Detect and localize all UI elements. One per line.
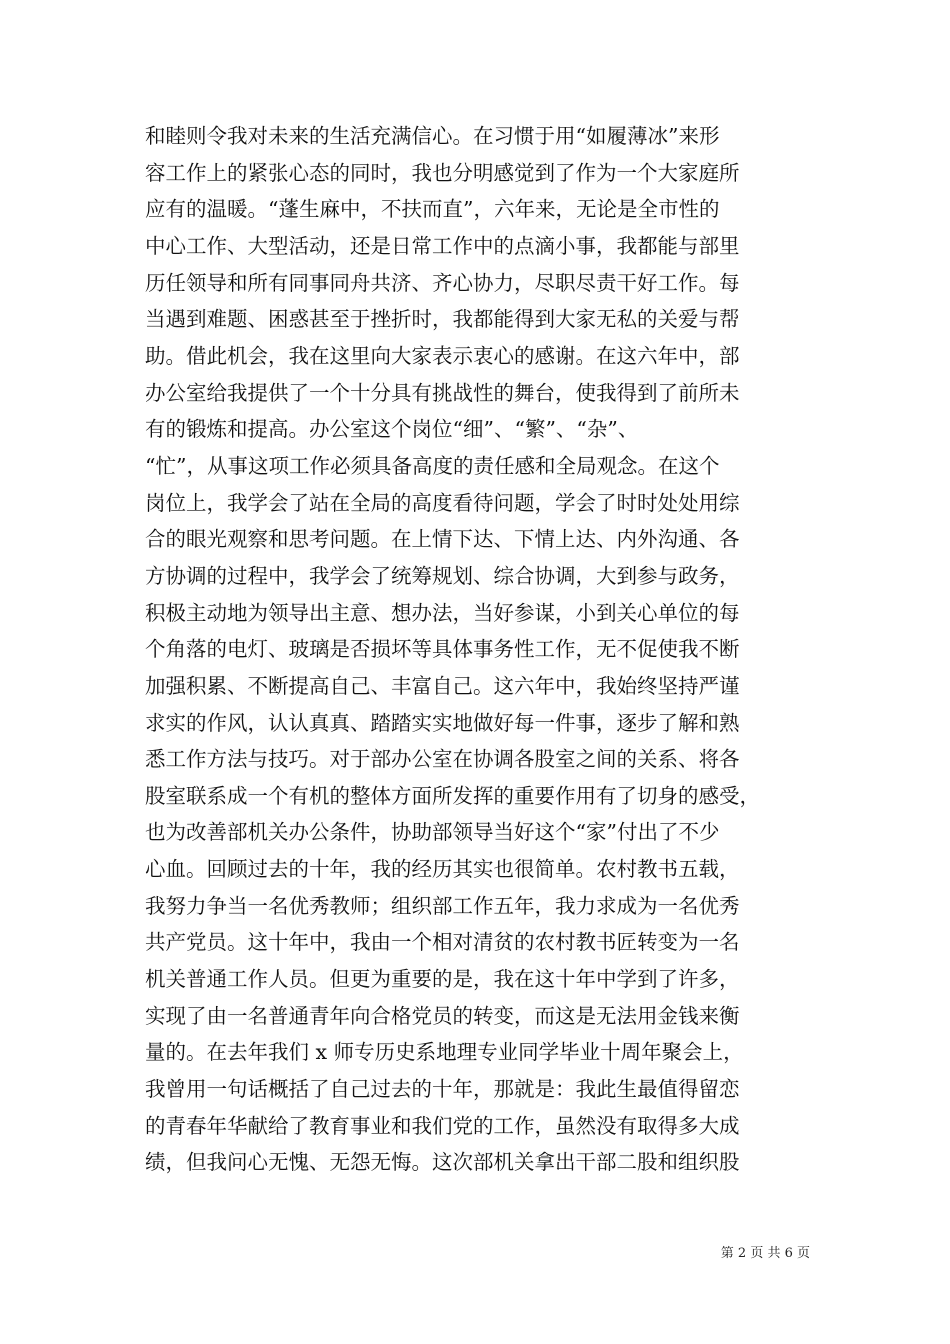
- text-line: 股室联系成一个有机的整体方面所发挥的重要作用有了切身的感受，: [145, 783, 760, 808]
- body-text: [145, 118, 815, 1181]
- text-line: 心血。回顾过去的十年，我的经历其实也很简单。农村教书五载，: [145, 857, 740, 882]
- text-line: 的青春年华献给了教育事业和我们党的工作，虽然没有取得多大成: [145, 1113, 740, 1138]
- page-number-footer: 第 2 页 共 6 页: [720, 1246, 810, 1261]
- text-line: 也为改善部机关办公条件，协助部领导当好这个“家”付出了不少: [145, 820, 720, 845]
- text-line: 合的眼光观察和思考问题。在上情下达、下情上达、内外沟通、各: [145, 527, 740, 552]
- text-line: 方协调的过程中，我学会了统筹规划、综合协调，大到参与政务，: [145, 563, 740, 588]
- text-line: 岗位上，我学会了站在全局的高度看待问题，学会了时时处处用综: [145, 490, 740, 515]
- text-line: 和睦则令我对未来的生活充满信心。在习惯于用“如履薄冰”来形: [145, 124, 720, 148]
- text-line: 当遇到难题、困惑甚至于挫折时，我都能得到大家无私的关爱与帮: [145, 307, 740, 332]
- text-line: 个角落的电灯、玻璃是否损坏等具体事务性工作，无不促使我不断: [145, 637, 740, 662]
- text-line: 办公室给我提供了一个十分具有挑战性的舞台，使我得到了前所未: [145, 380, 740, 405]
- text-line: 绩，但我问心无愧、无怨无悔。这次部机关拿出干部二股和组织股: [145, 1150, 740, 1175]
- text-line: 求实的作风，认认真真、踏踏实实地做好每一件事，逐步了解和熟: [145, 710, 740, 735]
- text-line: 有的锻炼和提高。办公室这个岗位“细”、“繁”、“杂”、: [145, 417, 639, 442]
- text-line: 悉工作方法与技巧。对于部办公室在协调各股室之间的关系、将各: [145, 747, 740, 772]
- text-line: 积极主动地为领导出主意、想办法，当好参谋，小到关心单位的每: [145, 600, 740, 625]
- text-line: 我曾用一句话概括了自己过去的十年，那就是：我此生最值得留恋: [145, 1077, 740, 1102]
- text-line: 共产党员。这十年中，我由一个相对清贫的农村教书匠转变为一名: [145, 930, 740, 955]
- text-line: 容工作上的紧张心态的同时，我也分明感觉到了作为一个大家庭所: [145, 160, 740, 185]
- text-line: 加强积累、不断提高自己、丰富自己。这六年中，我始终坚持严谨: [145, 673, 740, 698]
- text-line: 历任领导和所有同事同舟共济、齐心协力，尽职尽责干好工作。每: [145, 270, 740, 295]
- text-line: 量的。在去年我们 x 师专历史系地理专业同学毕业十周年聚会上，: [145, 1040, 744, 1065]
- text-line: 应有的温暖。“蓬生麻中，不扶而直”，六年来，无论是全市性的: [145, 197, 720, 222]
- text-line: 实现了由一名普通青年向合格党员的转变，而这是无法用金钱来衡: [145, 1003, 740, 1028]
- text-line: 中心工作、大型活动，还是日常工作中的点滴小事，我都能与部里: [145, 233, 740, 258]
- text-line: 助。借此机会，我在这里向大家表示衷心的感谢。在这六年中，部: [145, 343, 740, 368]
- text-line: 我努力争当一名优秀教师；组织部工作五年，我力求成为一名优秀: [145, 893, 740, 918]
- text-line: 机关普通工作人员。但更为重要的是，我在这十年中学到了许多，: [145, 967, 740, 992]
- text-line: “忙”，从事这项工作必须具备高度的责任感和全局观念。在这个: [145, 453, 720, 478]
